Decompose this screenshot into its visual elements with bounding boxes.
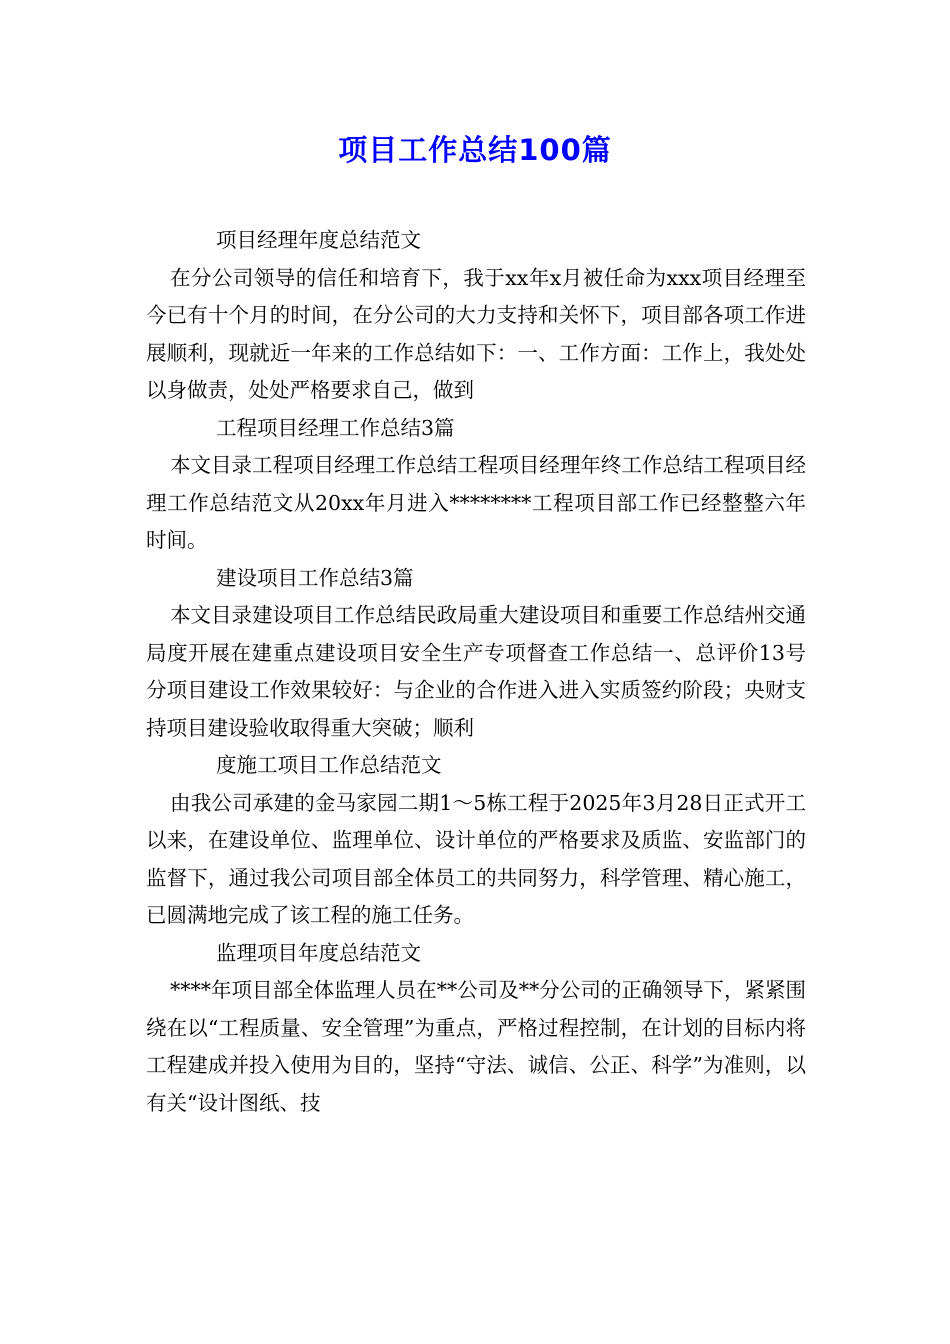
section-heading: 工程项目经理工作总结3篇 [216,415,455,440]
section-5 [146,935,806,1123]
section-2 [146,410,806,560]
section-paragraph: 在分公司领导的信任和培育下，我于xx年x月被任命为xxx项目经理至今已有十个月的时间，在分公司的大力支持和关怀下，项目部各项工作进展顺利，现就近一年来的工作总结如下：一、工作方面：工作上，我处处以身做责，处处严格要求自己，做到 [146,265,806,402]
section-paragraph: 由我公司承建的金马家园二期1～5栋工程于2025年3月28日正式开工以来，在建设单位、监理单位、设计单位的严格要求及质监、安监部门的监督下，通过我公司项目部全体员工的共同努力，科学管理、精心施工，已圆满地完成了该工程的施工任务。 [146,790,806,927]
section-1 [146,222,806,410]
document-body [146,222,806,1122]
document-title: 项目工作总结100篇 [338,133,612,167]
section-heading: 度施工项目工作总结范文 [216,753,442,777]
section-paragraph: ****年项目部全体监理人员在**公司及**分公司的正确领导下，紧紧围绕在以“工程质量、安全管理”为重点，严格过程控制，在计划的目标内将工程建成并投入使用为目的，坚持“守法、诚信、公正、科学”为准则，以有关“设计图纸、技 [146,978,806,1115]
section-heading: 建设项目工作总结3篇 [216,565,414,590]
section-heading: 项目经理年度总结范文 [216,228,421,252]
section-paragraph: 本文目录工程项目经理工作总结工程项目经理年终工作总结工程项目经理工作总结范文从20xx年月进入********工程项目部工作已经整整六年时间。 [146,453,806,552]
section-paragraph: 本文目录建设项目工作总结民政局重大建设项目和重要工作总结州交通局度开展在建重点建设项目安全生产专项督查工作总结一、总评价13号分项目建设工作效果较好：与企业的合作进入进入实质签约阶段；央财支持项目建设验收取得重大突破；顺利 [146,603,806,740]
section-heading: 监理项目年度总结范文 [216,940,421,965]
section-3 [146,560,806,748]
section-4 [146,747,806,935]
